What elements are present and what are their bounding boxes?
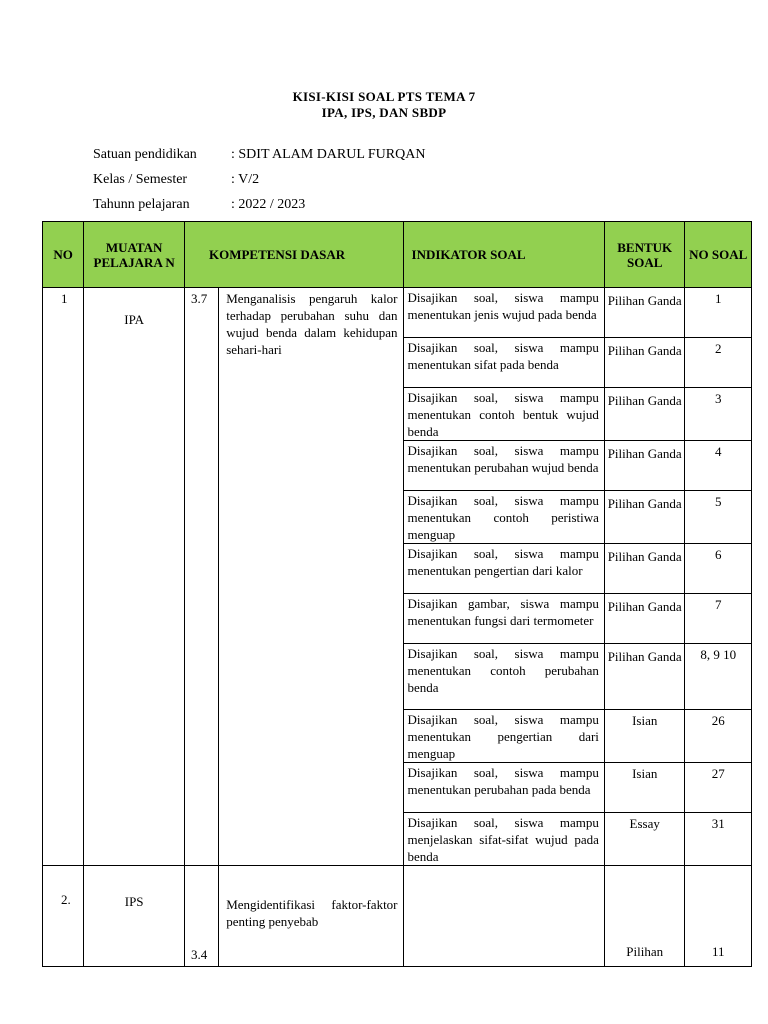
header-indikator: INDIKATOR SOAL [403, 222, 604, 288]
indikator-cell: Disajikan soal, siswa mampu menentukan jenis wujud pada benda [403, 288, 604, 338]
bentuk-soal-cell: Pilihan Ganda [604, 594, 685, 644]
indikator-cell: Disajikan soal, siswa mampu menjelaskan sifat-sifat wujud pada benda [403, 813, 604, 866]
muatan-label: IPA [124, 312, 145, 327]
indikator-cell: Disajikan soal, siswa mampu menentukan perubahan wujud benda [403, 441, 604, 491]
no-soal-cell: 5 [685, 491, 752, 544]
bentuk-soal-cell: Pilihan Ganda [604, 644, 685, 710]
no-soal-cell: 26 [685, 710, 752, 763]
info-value: : 2022 / 2023 [231, 197, 306, 212]
info-label: Tahunn pelajaran [93, 197, 190, 212]
table-row [43, 288, 752, 338]
table-row [43, 866, 752, 967]
indikator-cell: Disajikan soal, siswa mampu menentukan sifat pada benda [403, 338, 604, 388]
document-title: KISI-KISI SOAL PTS TEMA 7 [292, 89, 476, 104]
header-bentuk-soal: BENTUK SOAL [604, 222, 685, 288]
no-soal-cell: 31 [685, 813, 752, 866]
no-soal-cell: 1 [685, 288, 752, 338]
no-soal-cell: 11 [685, 866, 752, 967]
bentuk-soal-cell: Isian [604, 763, 685, 813]
indikator-cell: Disajikan soal, siswa mampu menentukan pengertian dari kalor [403, 544, 604, 594]
indikator-cell: Disajikan soal, siswa mampu menentukan pengertian dari menguap [403, 710, 604, 763]
no-soal-cell: 27 [685, 763, 752, 813]
muatan-cell [84, 288, 185, 866]
bentuk-soal-cell: Pilihan Ganda [604, 491, 685, 544]
bentuk-soal-cell: Pilihan Ganda [604, 441, 685, 491]
info-row-satuan [93, 147, 425, 163]
info-value: : SDIT ALAM DARUL FURQAN [231, 147, 426, 162]
row-number: 1 [43, 288, 84, 866]
muatan-label: IPS [84, 866, 185, 967]
info-row-tahun [93, 197, 305, 213]
indikator-cell [403, 866, 604, 967]
info-row-kelas [93, 172, 259, 188]
row-number: 2. [43, 866, 84, 967]
bentuk-soal-cell: Essay [604, 813, 685, 866]
header-no: NO [43, 222, 84, 288]
indikator-cell: Disajikan soal, siswa mampu menentukan contoh perubahan benda [403, 644, 604, 710]
no-soal-cell: 8, 9 10 [685, 644, 752, 710]
header-no-soal: NO SOAL [685, 222, 752, 288]
kd-number: 3.4 [184, 866, 218, 967]
no-soal-cell: 6 [685, 544, 752, 594]
kd-number: 3.7 [184, 288, 218, 866]
info-label: Kelas / Semester [93, 172, 188, 187]
bentuk-soal-cell: Pilihan Ganda [604, 288, 685, 338]
indikator-cell: Disajikan soal, siswa mampu menentukan perubahan pada benda [403, 763, 604, 813]
indikator-cell: Disajikan soal, siswa mampu menentukan contoh bentuk wujud benda [403, 388, 604, 441]
bentuk-soal-cell: Isian [604, 710, 685, 763]
indikator-cell: Disajikan gambar, siswa mampu menentukan fungsi dari termometer [403, 594, 604, 644]
table-header-row [43, 222, 752, 288]
bentuk-soal-cell: Pilihan Ganda [604, 388, 685, 441]
info-value: : V/2 [231, 172, 260, 187]
no-soal-cell: 4 [685, 441, 752, 491]
kisi-kisi-table [42, 221, 752, 967]
kd-text: Mengidentifikasi faktor-faktor penting penyebab [219, 866, 403, 967]
info-label: Satuan pendidikan [93, 147, 197, 162]
header-muatan: MUATAN PELAJARA N [84, 222, 185, 288]
bentuk-soal-cell: Pilihan Ganda [604, 338, 685, 388]
kd-text: Menganalisis pengaruh kalor terhadap perubahan suhu dan wujud benda dalam kehidupan sehari-hari [219, 288, 403, 866]
indikator-cell: Disajikan soal, siswa mampu menentukan contoh peristiwa menguap [403, 491, 604, 544]
no-soal-cell: 2 [685, 338, 752, 388]
bentuk-soal-cell: Pilihan [604, 866, 685, 967]
document-subtitle: IPA, IPS, DAN SBDP [321, 105, 447, 120]
header-kompetensi-dasar: KOMPETENSI DASAR [184, 222, 403, 288]
no-soal-cell: 7 [685, 594, 752, 644]
no-soal-cell: 3 [685, 388, 752, 441]
bentuk-soal-cell: Pilihan Ganda [604, 544, 685, 594]
